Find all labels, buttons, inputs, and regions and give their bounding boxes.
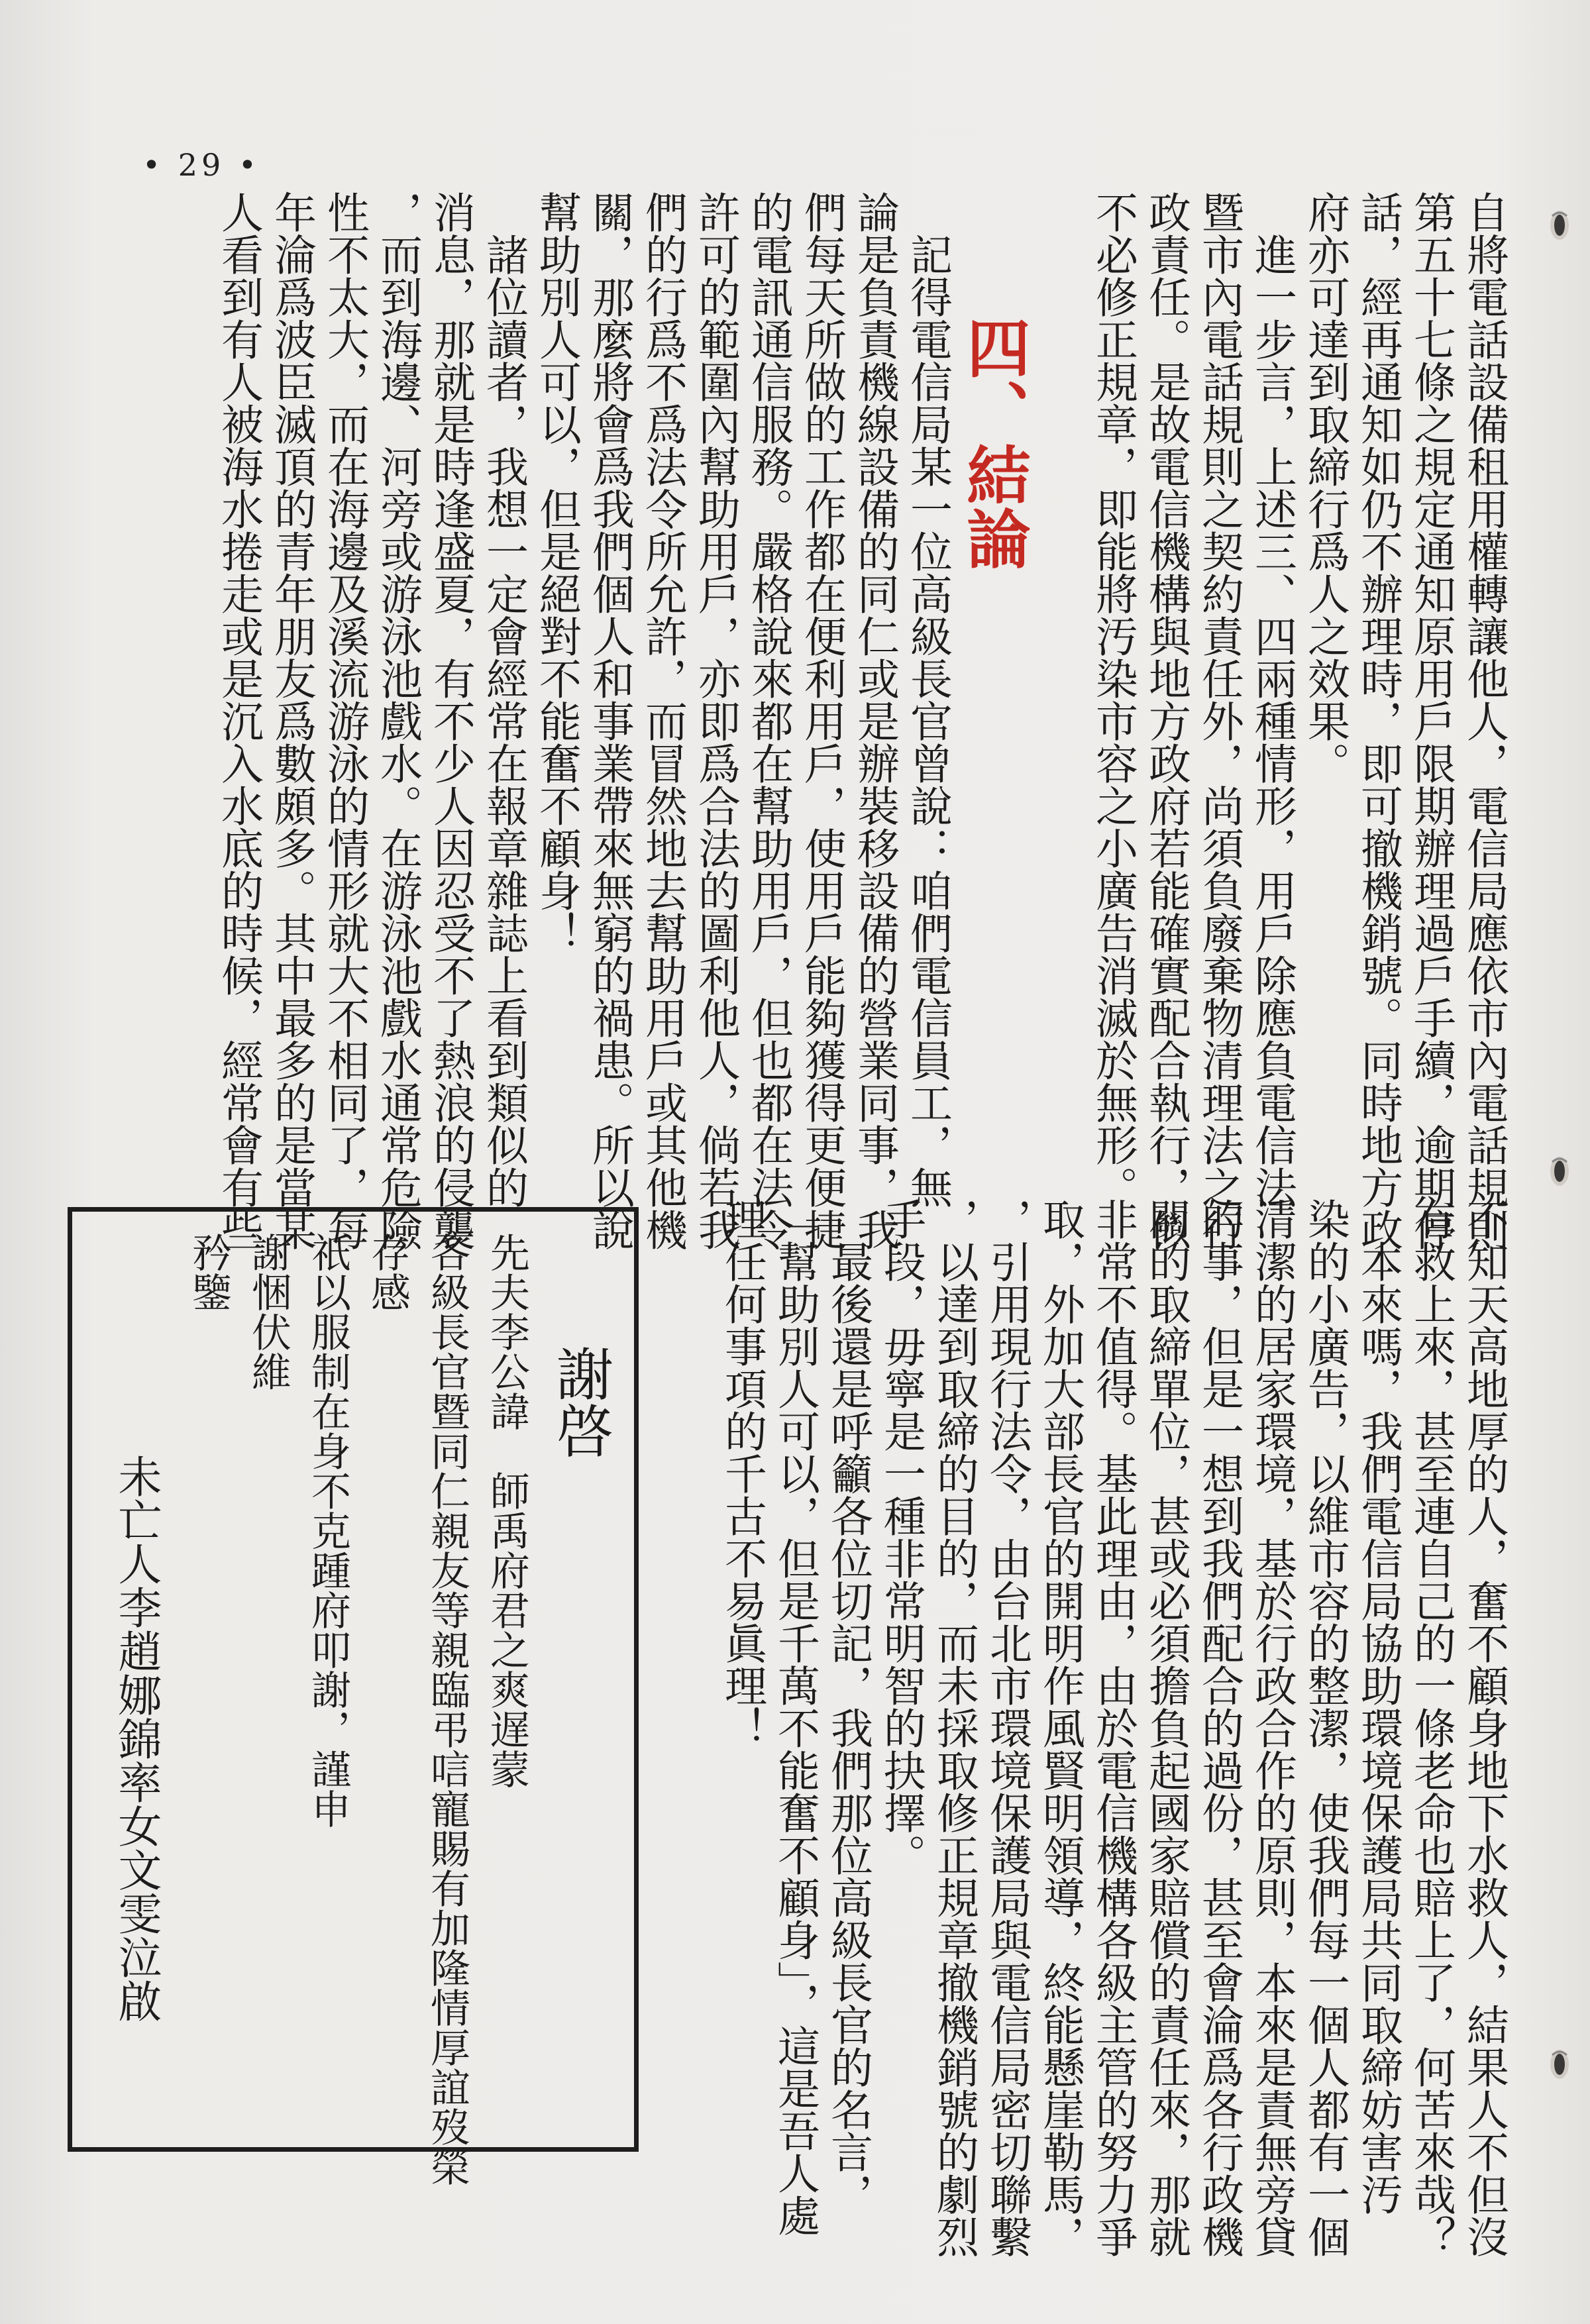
staple-hole-icon (1547, 2046, 1572, 2083)
page-number: • 29 • (142, 147, 261, 183)
text-block-upper-right: 自將電話設備租用權轉讓他人，電信局應依市內電話規則 第五十七條之規定通知原用戶限期辦理過戶手續，逾期停 話，經再通知如仍不辦理時，即可撤機銷號。同時地方政 府亦可達到取締行爲人之效果。 進一步言，上述三、四兩種情形，用戶除應負電信法 暨市內電話規則之契約責任外，尚須負廢棄物清理法之行 政責任。是故電信機構與地方政府若能確實配合執行，似 不必修正規章，即能將汚染市容之小廣告消滅於無形。 (1088, 191, 1509, 1251)
section-heading-conclusion: 四、結論 (957, 315, 1032, 570)
text-block-lower-right: 不知天高地厚的人，奮不顧身地下水救人，結果人不但沒 有救上來，甚至連自己的一條老命也賠上了，何苦來哉？ 本來嗎，我們電信局協助環境保護局共同取締妨害汚 染的小廣告，以維市容的整潔，使我們每一個人都有一個 清潔的居家環境，基於行政合作的原則，本來是責無旁貸 的事，但是一想到我們配合的過份，甚至會淪爲各行政機 關的取締單位，甚或必須擔負起國家賠償的責任來，那就 非常不值得。基此理由，由於電信機構各級主管的努力爭 取，外加大部長官的開明作風賢明領導，終能懸崖勒馬， ，引用現行法令，由台北市環境保護局與電信局密切聯繫 ，以達到取締的目的，而未採取修正規章撤機銷號的劇烈 手段，毋寧是一種非常明智的抉擇。 最後還是呼籲各位切記，我們那位高級長官的名言， 「幫助別人可以，但是千萬不能奮不顧身」，這是吾人處 理任何事項的千古不易眞理！ (717, 1198, 1509, 2258)
notice-signature: 未亡人李趙娜錦率女文雯泣啟 (111, 1454, 162, 2023)
notice-title: 謝啓 (547, 1345, 613, 1459)
text-block-upper-left: 記得電信局某一位高級長官曾說：咱們電信員工，無 論是負責機線設備的同仁或是辦裝移設備的營業同事，我 們每天所做的工作都在便利用戶，使用戶能夠獲得更便捷 的電訊通信服務。嚴格說來都在幫助用戶，但也都在法令 許可的範圍內幫助用戶，亦即爲合法的圖利他人，倘若我 們的行爲不爲法令所允許，而冒然地去幫助用戶或其他機 關，那麼將會爲我們個人和事業帶來無窮的禍患。所以說 幫助別人可以，但是絕對不能奮不顧身！ 諸位讀者，我想一定會經常在報章雜誌上看到類似的 消息，那就是時逢盛夏，有不少人因忍受不了熱浪的侵襲 ，而到海邊、河旁或游泳池戲水。在游泳池戲水通常危險 性不太大，而在海邊及溪流游泳的情形就大不相同了，每 年淪爲波臣滅頂的青年朋友爲數頗多。其中最多的是當某 人看到有人被海水捲走或是沉入水底的時候，經常會有些 (214, 191, 952, 1251)
notice-body: 先夫李公諱 師禹府君之爽遅蒙 各級長官暨同仁親友等親臨弔唁寵賜有加隆情厚誼歿榮 存感 祇以服制在身不克踵府叩謝，謹申 謝悃伏維 矜鑒 (186, 1232, 530, 2186)
staple-hole-icon (1547, 1153, 1572, 1190)
staple-hole-icon (1547, 207, 1572, 244)
